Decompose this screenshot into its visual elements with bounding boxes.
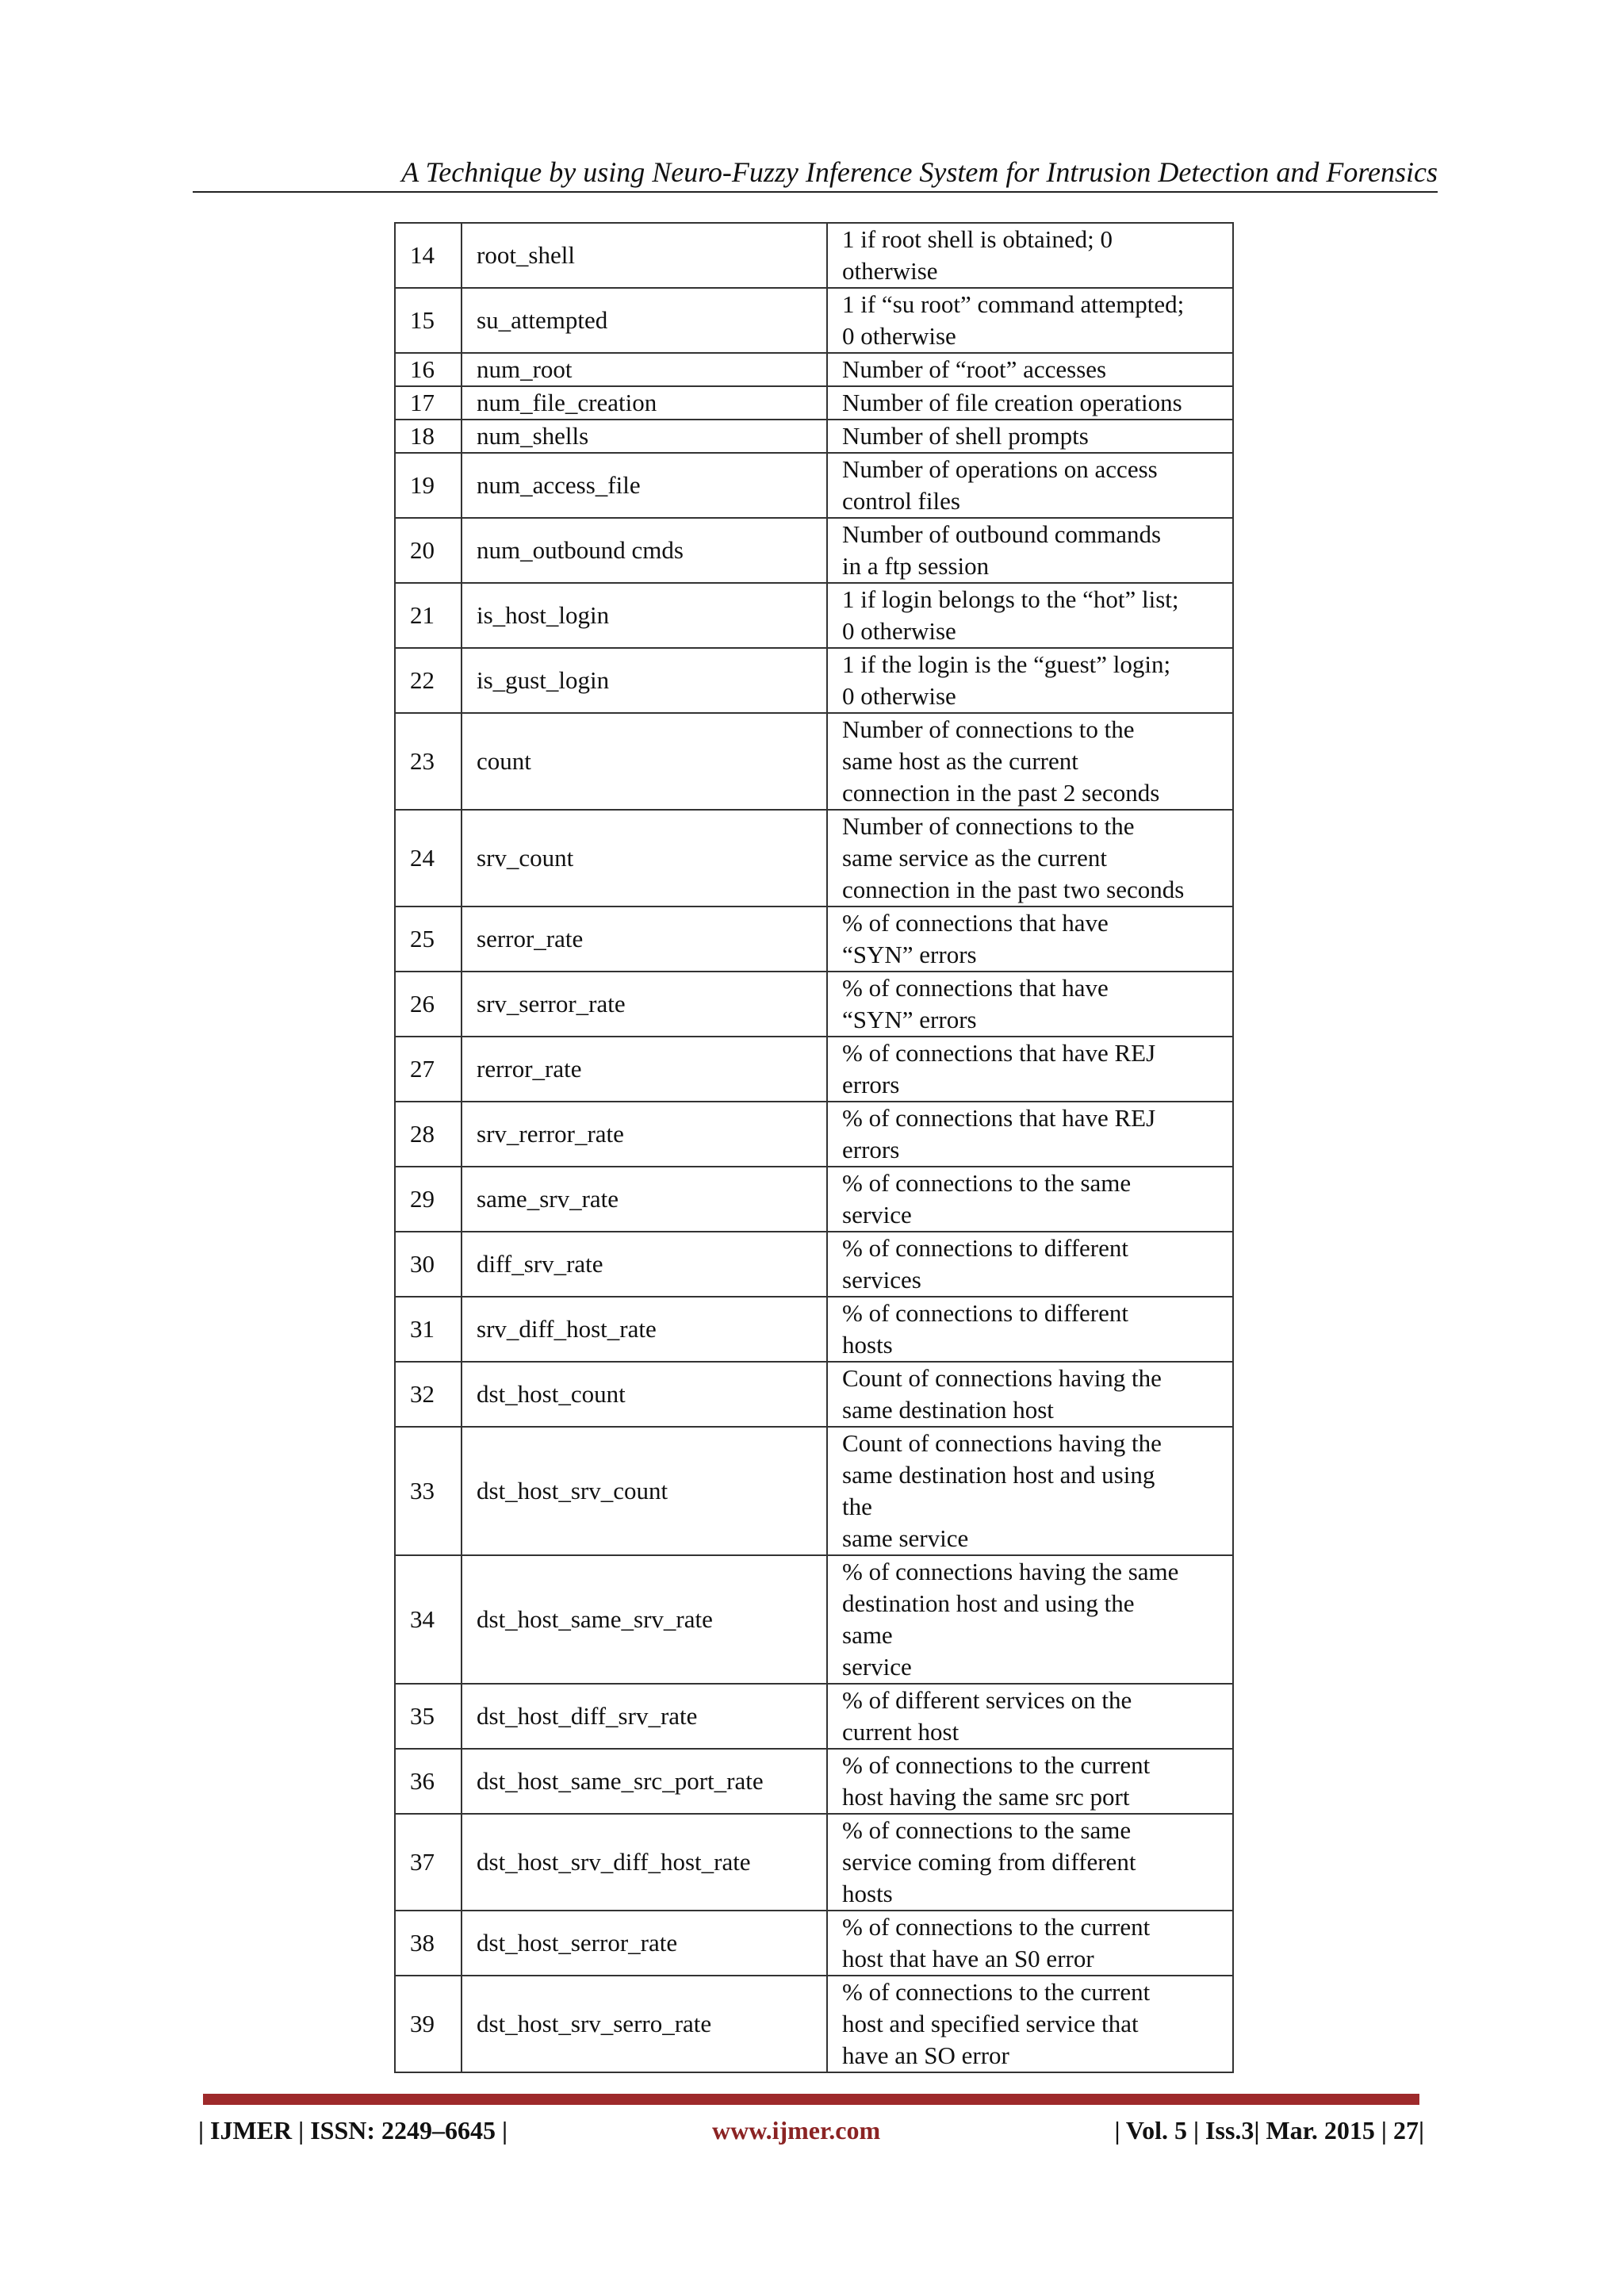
table-row bbox=[395, 288, 1233, 353]
feature-name: count bbox=[462, 713, 827, 810]
description-line: % of connections to different bbox=[842, 1234, 1128, 1262]
feature-description bbox=[827, 1427, 1233, 1555]
feature-number: 21 bbox=[395, 583, 462, 648]
description-line: % of connections that have bbox=[842, 909, 1109, 937]
feature-description bbox=[827, 1814, 1233, 1911]
feature-name: rerror_rate bbox=[462, 1037, 827, 1102]
feature-description bbox=[827, 223, 1233, 288]
description-line: hosts bbox=[842, 1880, 893, 1907]
description-line: Number of file creation operations bbox=[842, 389, 1182, 416]
description-line: Number of connections to the bbox=[842, 715, 1135, 743]
feature-description bbox=[827, 810, 1233, 907]
table-row bbox=[395, 353, 1233, 386]
feature-description bbox=[827, 1297, 1233, 1362]
feature-description bbox=[827, 1102, 1233, 1167]
description-line: 0 otherwise bbox=[842, 682, 956, 710]
feature-name: dst_host_serror_rate bbox=[462, 1911, 827, 1976]
feature-number: 26 bbox=[395, 972, 462, 1037]
feature-name: num_outbound cmds bbox=[462, 518, 827, 583]
description-line: Number of shell prompts bbox=[842, 422, 1089, 450]
description-line: control files bbox=[842, 487, 960, 515]
feature-description bbox=[827, 1976, 1233, 2072]
description-line: Count of connections having the bbox=[842, 1429, 1162, 1457]
description-line: Count of connections having the bbox=[842, 1364, 1162, 1392]
feature-number: 38 bbox=[395, 1911, 462, 1976]
feature-name: same_srv_rate bbox=[462, 1167, 827, 1232]
feature-description bbox=[827, 1362, 1233, 1427]
table-row bbox=[395, 386, 1233, 420]
description-line: same destination host bbox=[842, 1396, 1054, 1424]
table-row bbox=[395, 648, 1233, 713]
feature-description bbox=[827, 1749, 1233, 1814]
table-row bbox=[395, 907, 1233, 972]
table-row bbox=[395, 1976, 1233, 2072]
table-row bbox=[395, 1427, 1233, 1555]
description-line: Number of operations on access bbox=[842, 455, 1158, 483]
feature-number: 31 bbox=[395, 1297, 462, 1362]
feature-number: 37 bbox=[395, 1814, 462, 1911]
description-line: 1 if root shell is obtained; 0 bbox=[842, 225, 1113, 253]
feature-number: 16 bbox=[395, 353, 462, 386]
table-row bbox=[395, 1814, 1233, 1911]
description-line: % of connections that have REJ bbox=[842, 1039, 1156, 1067]
description-line: % of connections that have REJ bbox=[842, 1104, 1156, 1132]
description-line: 1 if the login is the “guest” login; bbox=[842, 650, 1171, 678]
table-row bbox=[395, 972, 1233, 1037]
description-line: % of connections that have bbox=[842, 974, 1109, 1002]
feature-name: dst_host_srv_serro_rate bbox=[462, 1976, 827, 2072]
description-line: service bbox=[842, 1201, 912, 1228]
table-row bbox=[395, 1167, 1233, 1232]
description-line: same bbox=[842, 1621, 893, 1649]
footer-website-link[interactable]: www.ijmer.com bbox=[712, 2116, 881, 2145]
description-line: hosts bbox=[842, 1331, 893, 1359]
description-line: same service bbox=[842, 1524, 969, 1552]
feature-name: dst_host_srv_diff_host_rate bbox=[462, 1814, 827, 1911]
description-line: the bbox=[842, 1493, 872, 1520]
description-line: in a ftp session bbox=[842, 552, 990, 580]
feature-name: su_attempted bbox=[462, 288, 827, 353]
table-row bbox=[395, 420, 1233, 453]
description-line: 1 if login belongs to the “hot” list; bbox=[842, 585, 1179, 613]
description-line: % of different services on the bbox=[842, 1686, 1132, 1714]
feature-description bbox=[827, 1684, 1233, 1749]
description-line: connection in the past two seconds bbox=[842, 876, 1185, 903]
feature-number: 22 bbox=[395, 648, 462, 713]
description-line: host that have an S0 error bbox=[842, 1945, 1094, 1972]
table-row bbox=[395, 1232, 1233, 1297]
feature-description bbox=[827, 1911, 1233, 1976]
table-row bbox=[395, 1362, 1233, 1427]
description-line: Number of outbound commands bbox=[842, 520, 1162, 548]
table-row bbox=[395, 1684, 1233, 1749]
footer-bar bbox=[203, 2094, 1419, 2105]
feature-name: dst_host_same_srv_rate bbox=[462, 1555, 827, 1684]
description-line: destination host and using the bbox=[842, 1589, 1135, 1617]
feature-name: is_host_login bbox=[462, 583, 827, 648]
feature-name: diff_srv_rate bbox=[462, 1232, 827, 1297]
description-line: 0 otherwise bbox=[842, 617, 956, 645]
description-line: 0 otherwise bbox=[842, 322, 956, 350]
feature-name: srv_count bbox=[462, 810, 827, 907]
description-line: Number of “root” accesses bbox=[842, 355, 1107, 383]
table-row bbox=[395, 223, 1233, 288]
description-line: have an SO error bbox=[842, 2041, 1009, 2069]
feature-name: srv_diff_host_rate bbox=[462, 1297, 827, 1362]
table-row bbox=[395, 810, 1233, 907]
feature-name: srv_serror_rate bbox=[462, 972, 827, 1037]
description-line: service coming from different bbox=[842, 1848, 1136, 1876]
description-line: otherwise bbox=[842, 257, 938, 285]
feature-number: 32 bbox=[395, 1362, 462, 1427]
running-header: A Technique by using Neuro-Fuzzy Inference System for Intrusion Detection and Forensics bbox=[401, 156, 1438, 188]
feature-description bbox=[827, 1167, 1233, 1232]
feature-description bbox=[827, 907, 1233, 972]
description-line: host having the same src port bbox=[842, 1783, 1130, 1811]
feature-description bbox=[827, 420, 1233, 453]
description-line: same destination host and using bbox=[842, 1461, 1155, 1489]
table-row bbox=[395, 713, 1233, 810]
feature-name: is_gust_login bbox=[462, 648, 827, 713]
feature-description bbox=[827, 583, 1233, 648]
description-line: current host bbox=[842, 1718, 959, 1746]
description-line: “SYN” errors bbox=[842, 1006, 977, 1033]
description-line: % of connections having the same bbox=[842, 1558, 1179, 1585]
feature-name: dst_host_same_src_port_rate bbox=[462, 1749, 827, 1814]
feature-number: 20 bbox=[395, 518, 462, 583]
description-line: connection in the past 2 seconds bbox=[842, 779, 1160, 807]
description-line: same service as the current bbox=[842, 844, 1107, 872]
feature-number: 19 bbox=[395, 453, 462, 518]
feature-number: 28 bbox=[395, 1102, 462, 1167]
feature-number: 23 bbox=[395, 713, 462, 810]
feature-name: dst_host_diff_srv_rate bbox=[462, 1684, 827, 1749]
feature-description bbox=[827, 1232, 1233, 1297]
feature-number: 27 bbox=[395, 1037, 462, 1102]
feature-number: 14 bbox=[395, 223, 462, 288]
feature-description bbox=[827, 288, 1233, 353]
description-line: errors bbox=[842, 1071, 900, 1098]
feature-name: dst_host_srv_count bbox=[462, 1427, 827, 1555]
feature-description bbox=[827, 518, 1233, 583]
feature-number: 39 bbox=[395, 1976, 462, 2072]
feature-number: 25 bbox=[395, 907, 462, 972]
feature-name: dst_host_count bbox=[462, 1362, 827, 1427]
feature-description bbox=[827, 648, 1233, 713]
page-footer bbox=[198, 2116, 1424, 2151]
feature-number: 30 bbox=[395, 1232, 462, 1297]
footer-volume-page: | Vol. 5 | Iss.3| Mar. 2015 | 27| bbox=[1114, 2116, 1424, 2145]
footer-journal-issn: | IJMER | ISSN: 2249–6645 | bbox=[198, 2116, 508, 2145]
feature-name: serror_rate bbox=[462, 907, 827, 972]
description-line: “SYN” errors bbox=[842, 941, 977, 968]
feature-number: 15 bbox=[395, 288, 462, 353]
table-row bbox=[395, 1037, 1233, 1102]
description-line: same host as the current bbox=[842, 747, 1078, 775]
description-line: % of connections to the current bbox=[842, 1978, 1151, 2006]
table-row bbox=[395, 1102, 1233, 1167]
description-line: Number of connections to the bbox=[842, 812, 1135, 840]
table-row bbox=[395, 1297, 1233, 1362]
feature-name: num_access_file bbox=[462, 453, 827, 518]
feature-number: 34 bbox=[395, 1555, 462, 1684]
feature-number: 18 bbox=[395, 420, 462, 453]
table-row bbox=[395, 1555, 1233, 1684]
table-row bbox=[395, 1911, 1233, 1976]
feature-number: 33 bbox=[395, 1427, 462, 1555]
feature-description bbox=[827, 1555, 1233, 1684]
table-row bbox=[395, 518, 1233, 583]
feature-number: 17 bbox=[395, 386, 462, 420]
description-line: % of connections to the current bbox=[842, 1751, 1151, 1779]
description-line: services bbox=[842, 1266, 921, 1294]
feature-table bbox=[394, 222, 1234, 2073]
feature-description bbox=[827, 1037, 1233, 1102]
feature-table-body bbox=[395, 223, 1233, 2072]
description-line: % of connections to different bbox=[842, 1299, 1128, 1327]
description-line: % of connections to the current bbox=[842, 1913, 1151, 1941]
description-line: 1 if “su root” command attempted; bbox=[842, 290, 1185, 318]
table-row bbox=[395, 583, 1233, 648]
feature-name: root_shell bbox=[462, 223, 827, 288]
feature-description bbox=[827, 453, 1233, 518]
description-line: % of connections to the same bbox=[842, 1169, 1132, 1197]
table-row bbox=[395, 453, 1233, 518]
feature-description bbox=[827, 713, 1233, 810]
feature-number: 24 bbox=[395, 810, 462, 907]
feature-name: num_shells bbox=[462, 420, 827, 453]
feature-description bbox=[827, 386, 1233, 420]
header-rule bbox=[193, 191, 1438, 193]
table-row bbox=[395, 1749, 1233, 1814]
description-line: host and specified service that bbox=[842, 2010, 1139, 2037]
feature-number: 36 bbox=[395, 1749, 462, 1814]
feature-name: num_file_creation bbox=[462, 386, 827, 420]
feature-table-container bbox=[394, 222, 1234, 2073]
description-line: service bbox=[842, 1653, 912, 1681]
feature-name: srv_rerror_rate bbox=[462, 1102, 827, 1167]
feature-number: 35 bbox=[395, 1684, 462, 1749]
feature-description bbox=[827, 972, 1233, 1037]
feature-description bbox=[827, 353, 1233, 386]
feature-number: 29 bbox=[395, 1167, 462, 1232]
description-line: % of connections to the same bbox=[842, 1816, 1132, 1844]
feature-name: num_root bbox=[462, 353, 827, 386]
description-line: errors bbox=[842, 1136, 900, 1163]
